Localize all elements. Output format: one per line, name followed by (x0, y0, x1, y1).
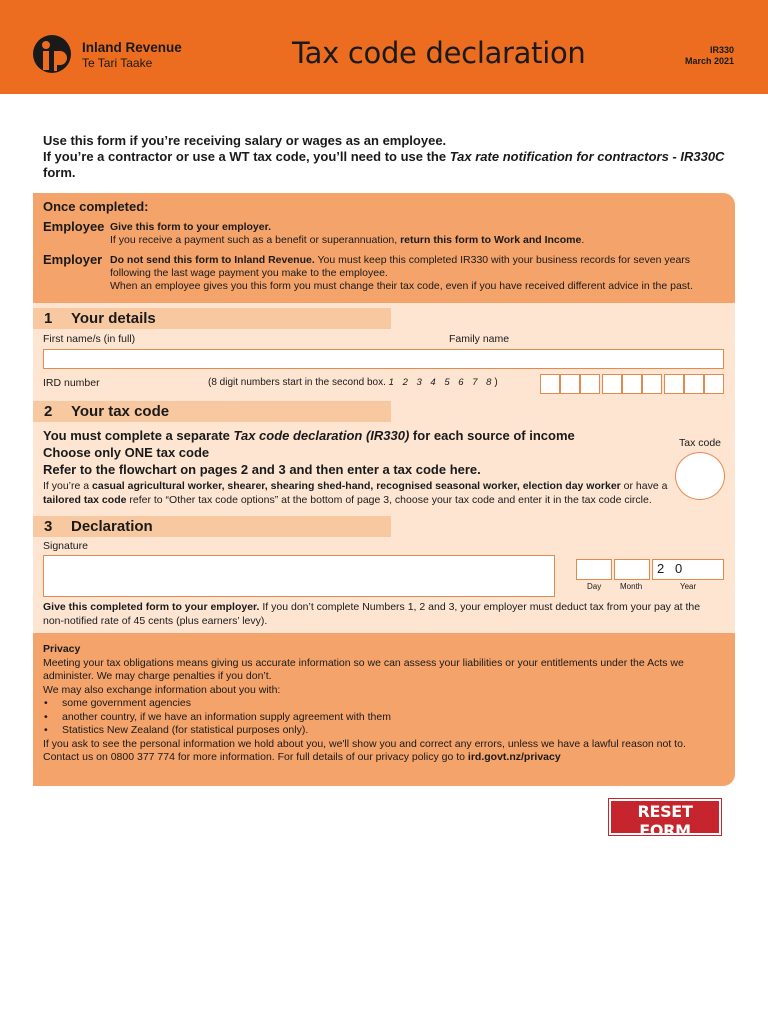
ird-digit-box[interactable] (540, 374, 560, 394)
section-1-title: Your details (71, 310, 156, 327)
privacy-list-item: • some government agencies (62, 697, 733, 711)
ird-digit-box[interactable] (642, 374, 662, 394)
tax-code-instruction-3: Refer to the flowchart on pages 2 and 3 and then enter a tax code here. (43, 462, 481, 477)
privacy-paragraph-2: We may also exchange information about you with: (43, 683, 281, 696)
give-note-bold: Give this completed form to your employer. (43, 601, 260, 613)
tax-code-label: Tax code (679, 437, 722, 449)
employee-label: Employee (43, 219, 105, 234)
section-1-number: 1 (44, 310, 53, 327)
year-digit-2: 0 (675, 561, 683, 576)
tax-code-instruction-2: Choose only ONE tax code (43, 445, 210, 460)
first-name-label: First name/s (in full) (43, 333, 136, 345)
ird-number-hint (208, 377, 498, 388)
give-to-employer-note (43, 601, 723, 628)
section-1-heading (33, 308, 391, 329)
section-3-number: 3 (44, 518, 53, 535)
privacy-policy-link[interactable]: ird.govt.nz/privacy (467, 751, 561, 763)
family-name-label: Family name (449, 333, 510, 345)
intro-text (43, 133, 733, 181)
section-2-number: 2 (44, 403, 53, 420)
tc-small-bold-1: casual agricultural worker, shearer, shearing shed-hand, recognised seasonal worker, election day worker (92, 480, 621, 492)
reset-form-button[interactable]: RESET FORM (609, 799, 721, 835)
privacy-statement (43, 643, 733, 765)
tax-code-instruction-1 (43, 427, 643, 444)
privacy-paragraph-4 (43, 751, 733, 765)
day-field[interactable] (576, 559, 612, 580)
year-field[interactable] (652, 559, 724, 580)
employee-line2-pre: If you receive a payment such as a benefit or superannuation, (110, 234, 401, 246)
day-label: Day (587, 582, 602, 591)
form-code (685, 45, 734, 67)
section-3-title: Declaration (71, 518, 153, 535)
tc-small-bold-2: tailored tax code (43, 493, 127, 506)
tc-line1-post: for each source of income (409, 428, 575, 443)
section-2-heading (33, 401, 391, 422)
employer-label: Employer (43, 252, 103, 267)
privacy-paragraph-1: Meeting your tax obligations means giving us accurate information so we can assess your liabilities or your entitlements under the Acts we administer. We may charge penalties if you don’t. (43, 656, 684, 682)
section-3-heading (33, 516, 391, 537)
form-number: IR330 (709, 45, 734, 55)
ird-digit-box[interactable] (560, 374, 580, 394)
month-field[interactable] (614, 559, 650, 580)
name-input[interactable] (43, 349, 724, 369)
ird-hint-post: ) (494, 377, 498, 388)
intro-line-2 (43, 149, 733, 181)
intro-line-1: Use this form if you’re receiving salary or wages as an employee. (43, 133, 447, 148)
month-label: Month (620, 582, 643, 591)
form-date: March 2021 (684, 56, 734, 66)
privacy-paragraph-3: If you ask to see the personal information we hold about you, we'll show you and correct any errors, unless we have a lawful reason not to. (43, 737, 686, 750)
privacy-title: Privacy (43, 643, 81, 655)
employee-line2-bold: return this form to Work and Income (400, 234, 582, 246)
privacy-list (43, 697, 733, 738)
year-label: Year (680, 582, 697, 591)
employee-instructions (110, 221, 730, 247)
org-maori-name: Te Tari Taake (82, 56, 153, 70)
ird-digit-box[interactable] (684, 374, 704, 394)
tc-small-pre: If you’re a (43, 480, 93, 492)
employer-instructions (110, 254, 730, 293)
ird-digit-box[interactable] (602, 374, 622, 394)
employee-line2-post: . (581, 234, 585, 246)
employer-text-1: You must keep this completed IR330 with your business records for seven years following the last wage payment you make to the employee. (110, 254, 691, 279)
ird-number-label: IRD number (43, 377, 100, 389)
ird-hint-digits: 1 2 3 4 5 6 7 8 (388, 377, 495, 388)
signature-label: Signature (43, 540, 88, 552)
page-title: Tax code declaration (292, 36, 586, 70)
intro-line-2-post: form. (43, 165, 76, 180)
ird-number-input (540, 374, 724, 394)
year-digit-1: 2 (657, 561, 665, 576)
ird-digit-box[interactable] (704, 374, 724, 394)
privacy-contact-text: Contact us on 0800 377 774 for more information. For full details of our privacy policy go to (43, 751, 468, 763)
intro-line-2-pre: If you’re a contractor or use a WT tax code, you’ll need to use the (43, 149, 450, 164)
header-banner (0, 0, 768, 94)
employer-text-2: When an employee gives you this form you must change their tax code, even if you have received different advice in the past. (110, 280, 693, 292)
tax-code-other-options (43, 480, 683, 507)
ird-hint-pre: (8 digit numbers start in the second box. (208, 377, 386, 388)
employer-instruction-bold: Do not send this form to Inland Revenue. (110, 254, 315, 266)
ird-digit-box[interactable] (580, 374, 600, 394)
signature-field[interactable] (43, 555, 555, 597)
ird-digit-box[interactable] (622, 374, 642, 394)
org-name: Inland Revenue (82, 40, 182, 55)
privacy-list-item: • another country, if we have an information supply agreement with them (62, 711, 733, 725)
tc-line1-italic: Tax code declaration (IR330) (233, 428, 410, 443)
ir330c-form-name: Tax rate notification for contractors - IR330C (449, 149, 725, 164)
tc-small-mid: or have a (620, 480, 668, 492)
ird-digit-box[interactable] (664, 374, 684, 394)
tc-line1-pre: You must complete a separate (43, 428, 234, 443)
tc-small-post: refer to “Other tax code options” at the bottom of page 3, choose your tax code and enter it in the tax code circle. (126, 493, 652, 506)
give-note-text: If you don’t complete Numbers 1, 2 and 3, your employer must deduct tax from your pay at the non-notified rate of 45 cents (plus earners’ levy). (43, 601, 701, 627)
inland-revenue-logo-icon (32, 34, 74, 74)
tax-code-input[interactable] (675, 452, 725, 500)
employee-instruction-bold: Give this form to your employer. (110, 221, 272, 233)
privacy-list-item: • Statistics New Zealand (for statistical purposes only). (62, 724, 733, 738)
section-2-title: Your tax code (71, 403, 170, 420)
once-completed-title: Once completed: (43, 199, 149, 214)
